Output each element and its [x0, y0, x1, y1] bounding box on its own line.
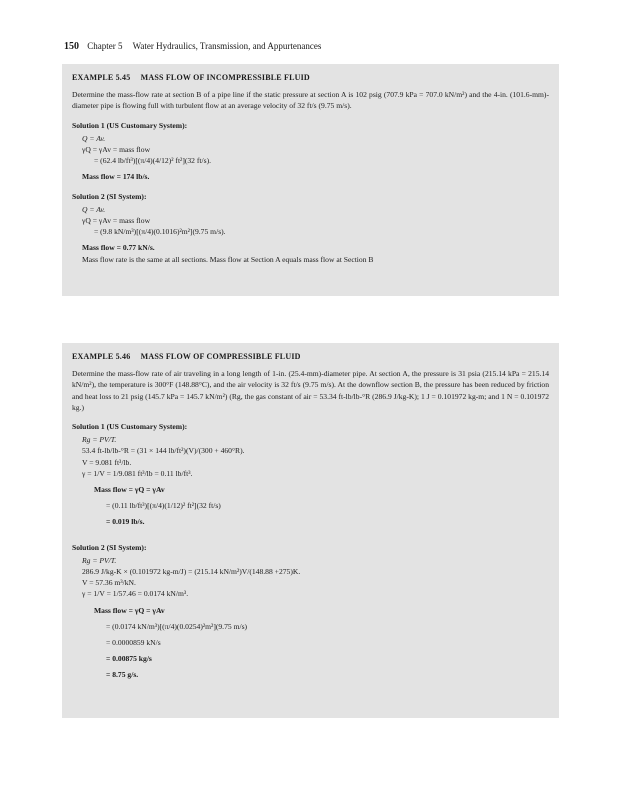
calc-line: = (0.0174 kN/m³)[(π/4)(0.0254)²m²](9.75 m/s): [106, 621, 248, 631]
equation-line: Rg = PV/T.: [82, 555, 117, 565]
result-line: = 0.00875 kg/s: [106, 654, 152, 664]
result-line: = 8.75 g/s.: [106, 670, 139, 680]
equation-line: = (62.4 lb/ft³)[(π/4)(4/12)² ft²](32 ft/s).: [94, 156, 212, 166]
example-number: EXAMPLE 5.46: [72, 352, 131, 361]
equation-line: γ = 1/V = 1/9.081 ft³/lb = 0.11 lb/ft³.: [82, 468, 193, 478]
calc-line: Mass flow = γQ = γAv: [94, 605, 165, 615]
solution-2-heading: Solution 2 (SI System):: [72, 542, 147, 552]
solution-1-heading: Solution 1 (US Customary System):: [72, 120, 188, 130]
example-heading: MASS FLOW OF COMPRESSIBLE FLUID: [140, 352, 301, 361]
result-line: = 0.019 lb/s.: [106, 517, 145, 527]
calc-line: = 0.0000859 kN/s: [106, 638, 161, 648]
example-number: EXAMPLE 5.45: [72, 73, 131, 82]
equation-line: Q = Av.: [82, 133, 106, 143]
problem-statement: Determine the mass-flow rate of air traveling in a long length of 1-in. (25.4-mm)-diameter pipe. At section A, the pressure is 31 psia (215.14 kPa = 215.14 kN/m²), the temperature is 300°F (148.88°C), and the air velocity is 32 ft/s (9.75 m/s). At the downflow section B, the pressure has been reduced by friction and heat loss to 21 psig (145.7 kPa = 145.7 kN/m²) (Rg, the gas constant of air = 53.34 ft-lb/lb-°R (286.9 J/kg-K); 1 J = 0.101972 kg-m; and 1 N = 0.101972 kg.): [72, 369, 549, 412]
calc-line: = (0.11 lb/ft³)[(π/4)(1/12)² ft²](32 ft/s): [106, 501, 221, 511]
equation-line: V = 57.36 m³/kN.: [82, 578, 136, 588]
page-header: [64, 41, 321, 52]
equation-line: 53.4 ft-lb/lb-°R = (31 × 144 lb/ft²)(V)/(300 + 460°R).: [82, 446, 245, 456]
solution-2-heading: Solution 2 (SI System):: [72, 191, 147, 201]
example-box-5-45: [62, 64, 559, 296]
example-title: [72, 351, 549, 362]
equation-line: γQ = γAv = mass flow: [82, 216, 151, 226]
note-line: Mass flow rate is the same at all sections. Mass flow at Section A equals mass flow at Section B: [82, 254, 374, 264]
equation-line: 286.9 J/kg-K × (0.101972 kg-m/J) = (215.14 kN/m²)V/(148.88 +275)K.: [82, 567, 301, 577]
solution-1-heading: Solution 1 (US Customary System):: [72, 422, 188, 432]
equation-line: Q = Av.: [82, 204, 106, 214]
page-number: 150: [64, 41, 79, 52]
example-heading: MASS FLOW OF INCOMPRESSIBLE FLUID: [140, 73, 310, 82]
equation-line: γ = 1/V = 1/57.46 = 0.0174 kN/m³.: [82, 589, 189, 599]
chapter-label: Chapter 5: [87, 41, 123, 51]
equation-line: = (9.8 kN/m³)[(π/4)(0.1016)²m²](9.75 m/s).: [94, 227, 226, 237]
example-box-5-46: [62, 343, 559, 718]
result-line: Mass flow = 174 lb/s.: [82, 172, 150, 182]
equation-line: Rg = PV/T.: [82, 435, 117, 445]
chapter-title: Water Hydraulics, Transmission, and Appurtenances: [132, 41, 322, 51]
calc-line: Mass flow = γQ = γAv: [94, 485, 165, 495]
equation-line: V = 9.081 ft³/lb.: [82, 457, 132, 467]
equation-line: γQ = γAv = mass flow: [82, 145, 151, 155]
problem-statement: Determine the mass-flow rate at section B of a pipe line if the static pressure at section A is 102 psig (707.9 kPa = 707.0 kN/m²) and the 4-in. (101.6-mm)-diameter pipe is flowing full with turbulent flow at an average velocity of 32 ft/s (9.75 m/s).: [72, 90, 549, 111]
result-line: Mass flow = 0.77 kN/s.: [82, 243, 155, 253]
example-title: [72, 72, 549, 83]
